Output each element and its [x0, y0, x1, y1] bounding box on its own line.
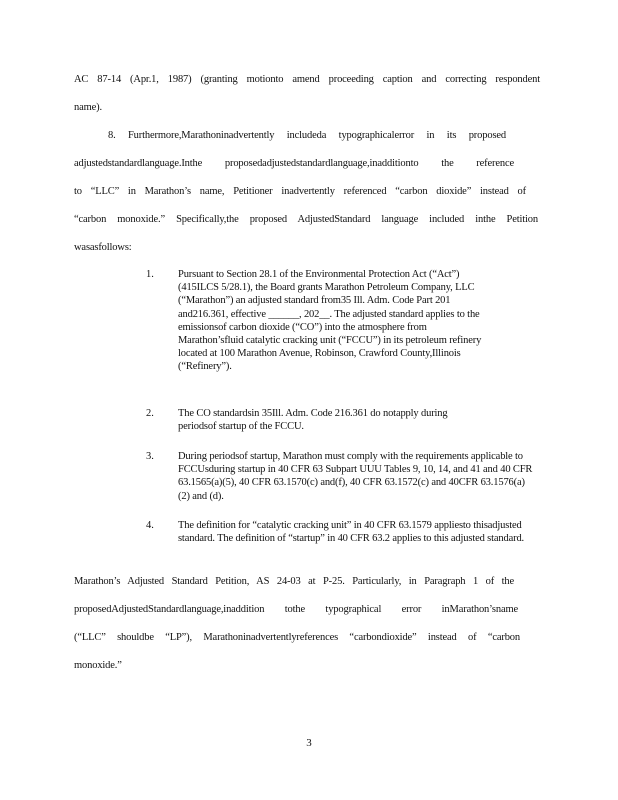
paragraph-8-line-5: wasasfollows:	[74, 242, 132, 253]
item-3-text: During periodsof startup, Marathon must comply with the requirements applicable to FCCUsduring startup in 40 CFR 63 Subpart UUU Tables 9, 10, 14, and 41 and 40 CFR 63.1565(a)(5), 40 CFR 63.1570(c) and(f), 40 CFR 63.1572(c) and 40CFR 63.1576(a)(2) and (d).	[178, 451, 533, 502]
paragraph-8-line-1: 8. Furthermore,Marathoninadvertently includeda typographicalerror in its proposed	[108, 130, 506, 141]
paragraph-8-line-3: to “LLC” in Marathon’s name, Petitioner inadvertently referenced “carbon dioxide” instead of	[74, 186, 526, 197]
item-1-number: 1.	[146, 269, 154, 280]
item-2-text: The CO standardsin 35Ill. Adm. Code 216.361 do notapply during periodsof startup of the FCCU.	[178, 408, 448, 433]
paragraph-after-line-3: (“LLC” shouldbe “LP”), Marathoninadvertentlyreferences “carbondioxide” instead of “carbon	[74, 632, 520, 643]
item-3-number: 3.	[146, 451, 154, 462]
paragraph-after-line-2: proposedAdjustedStandardlanguage,inaddition tothe typographical error inMarathon’sname	[74, 604, 518, 615]
item-4-number: 4.	[146, 520, 154, 531]
item-2-number: 2.	[146, 408, 154, 419]
item-1-text: Pursuant to Section 28.1 of the Environmental Protection Act (“Act”) (415ILCS 5/28.1), the Board grants Marathon Petroleum Company, LLC (“Marathon”) an adjusted standard from35 Ill. Adm. Code Part 201 and216.361, effective ______, 202__. The adjusted standard applies to the emissionsof carbon dioxide (“CO”) into the atmosphere from Marathon’sfluid catalytic cracking unit (“FCCU”) in its petroleum refinery located at 100 Marathon Avenue, Robinson, Crawford County,Illinois (“Refinery”).	[178, 269, 482, 373]
item-4-text: The definition for “catalytic cracking unit” in 40 CFR 63.1579 appliesto thisadjusted standard. The definition of “startup” in 40 CFR 63.2 applies to this adjusted standard.	[178, 520, 525, 545]
paragraph-after-line-4: monoxide.”	[74, 660, 122, 671]
paragraph-after-line-1: Marathon’s Adjusted Standard Petition, AS 24-03 at P-25. Particularly, in Paragraph 1 of the	[74, 576, 514, 587]
paragraph-top-line-1: AC 87-14 (Apr.1, 1987) (granting motionto amend proceeding caption and correcting respondent	[74, 74, 540, 85]
paragraph-top-line-2: name).	[74, 102, 102, 113]
page-number: 3	[306, 737, 312, 749]
paragraph-8-line-4: “carbon monoxide.” Specifically,the proposed AdjustedStandard language included inthe Petition	[74, 214, 538, 225]
paragraph-8-line-2: adjustedstandardlanguage.Inthe proposedadjustedstandardlanguage,inadditionto the reference	[74, 158, 514, 169]
